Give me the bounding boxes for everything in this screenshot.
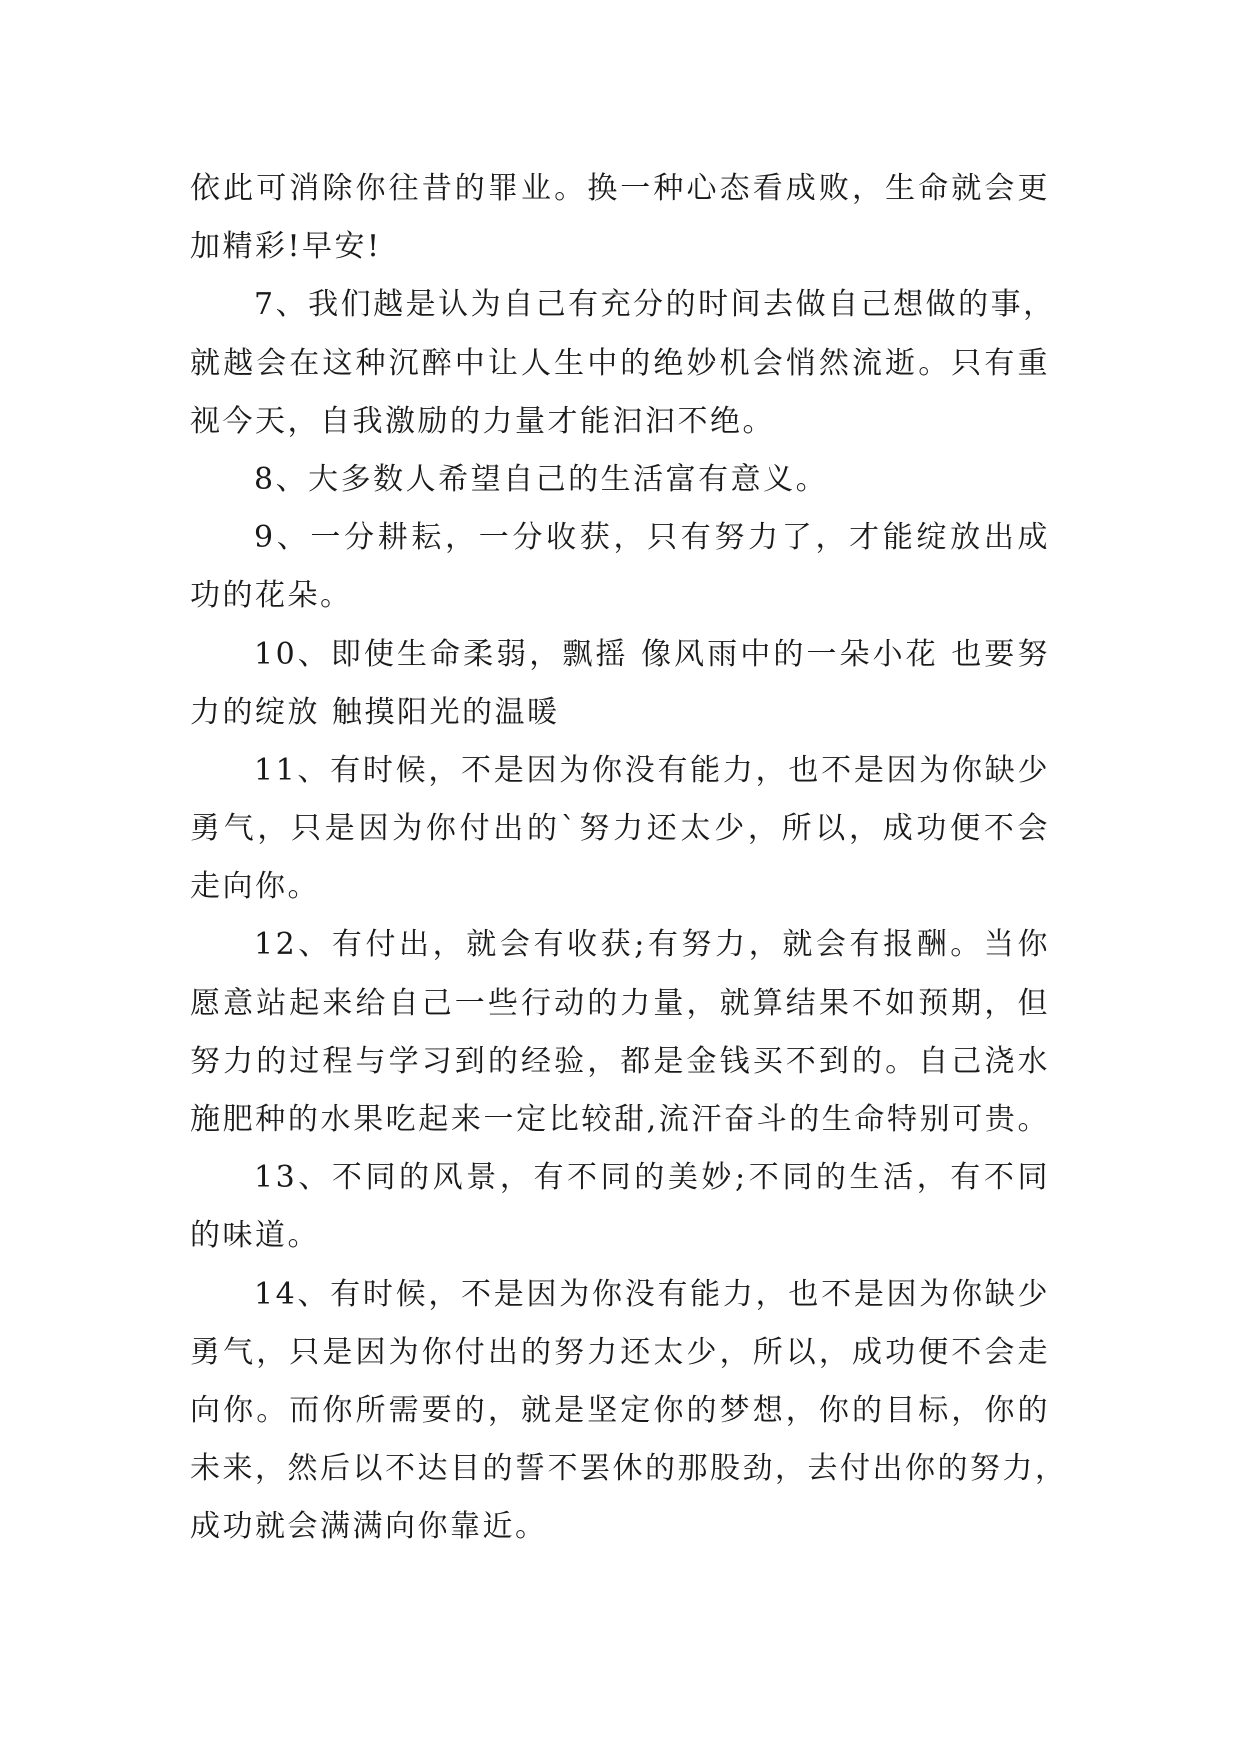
paragraph-8 (190, 451, 1050, 509)
paragraph-12 (190, 916, 1050, 1149)
text-line: 加精彩!早安! (190, 229, 382, 265)
text-line: 7、我们越是认为自己有充分的时间去做自己想做的事， (254, 287, 1056, 323)
text-line: 未来，然后以不达目的誓不罢休的那股劲，去付出你的努力， (190, 1451, 1068, 1487)
text-line: 8、大多数人希望自己的生活富有意义。 (254, 461, 829, 497)
text-line: 13、不同的风景，有不同的美妙;不同的生活，有不同 (254, 1160, 1050, 1196)
document-body (190, 160, 1068, 1557)
paragraph-14 (190, 1266, 1068, 1557)
paragraph-7 (190, 276, 1056, 451)
text-line: 12、有付出，就会有收获;有努力，就会有报酬。当你 (254, 927, 1050, 963)
text-line: 10、即使生命柔弱，飘摇 像风雨中的一朵小花 也要努 (254, 636, 1050, 672)
text-line: 力的绽放 触摸阳光的温暖 (190, 694, 560, 730)
text-line: 依此可消除你往昔的罪业。换一种心态看成败，生命就会更 (190, 171, 1050, 206)
text-line: 14、有时候，不是因为你没有能力，也不是因为你缺少 (254, 1276, 1050, 1312)
text-line: 愿意站起来给自己一些行动的力量，就算结果不如预期，但 (190, 985, 1050, 1021)
text-line: 走向你。 (190, 869, 320, 905)
paragraph-intro-tail (190, 160, 1050, 276)
text-line: 向你。而你所需要的，就是坚定你的梦想，你的目标，你的 (190, 1392, 1050, 1428)
text-line: 努力的过程与学习到的经验，都是金钱买不到的。自己浇水 (190, 1043, 1050, 1079)
text-line: 视今天，自我激励的力量才能汩汩不绝。 (190, 403, 775, 439)
text-line: 11、有时候，不是因为你没有能力，也不是因为你缺少 (254, 752, 1050, 788)
paragraph-9 (190, 509, 1050, 625)
text-line: 勇气，只是因为你付出的努力还太少，所以，成功便不会走 (190, 1334, 1050, 1370)
text-line: 勇气，只是因为你付出的`努力还太少，所以，成功便不会 (190, 811, 1050, 847)
paragraph-11 (190, 742, 1050, 917)
text-line: 9、一分耕耘，一分收获，只有努力了，才能绽放出成 (254, 520, 1050, 556)
text-line: 功的花朵。 (190, 578, 353, 614)
text-line: 成功就会满满向你靠近。 (190, 1509, 548, 1545)
text-line: 施肥种的水果吃起来一定比较甜,流汗奋斗的生命特别可贵。 (190, 1102, 1050, 1137)
paragraph-10 (190, 626, 1050, 742)
text-line: 就越会在这种沉醉中让人生中的绝妙机会悄然流逝。只有重 (190, 345, 1050, 381)
paragraph-13 (190, 1149, 1050, 1265)
text-line: 的味道。 (190, 1218, 320, 1254)
